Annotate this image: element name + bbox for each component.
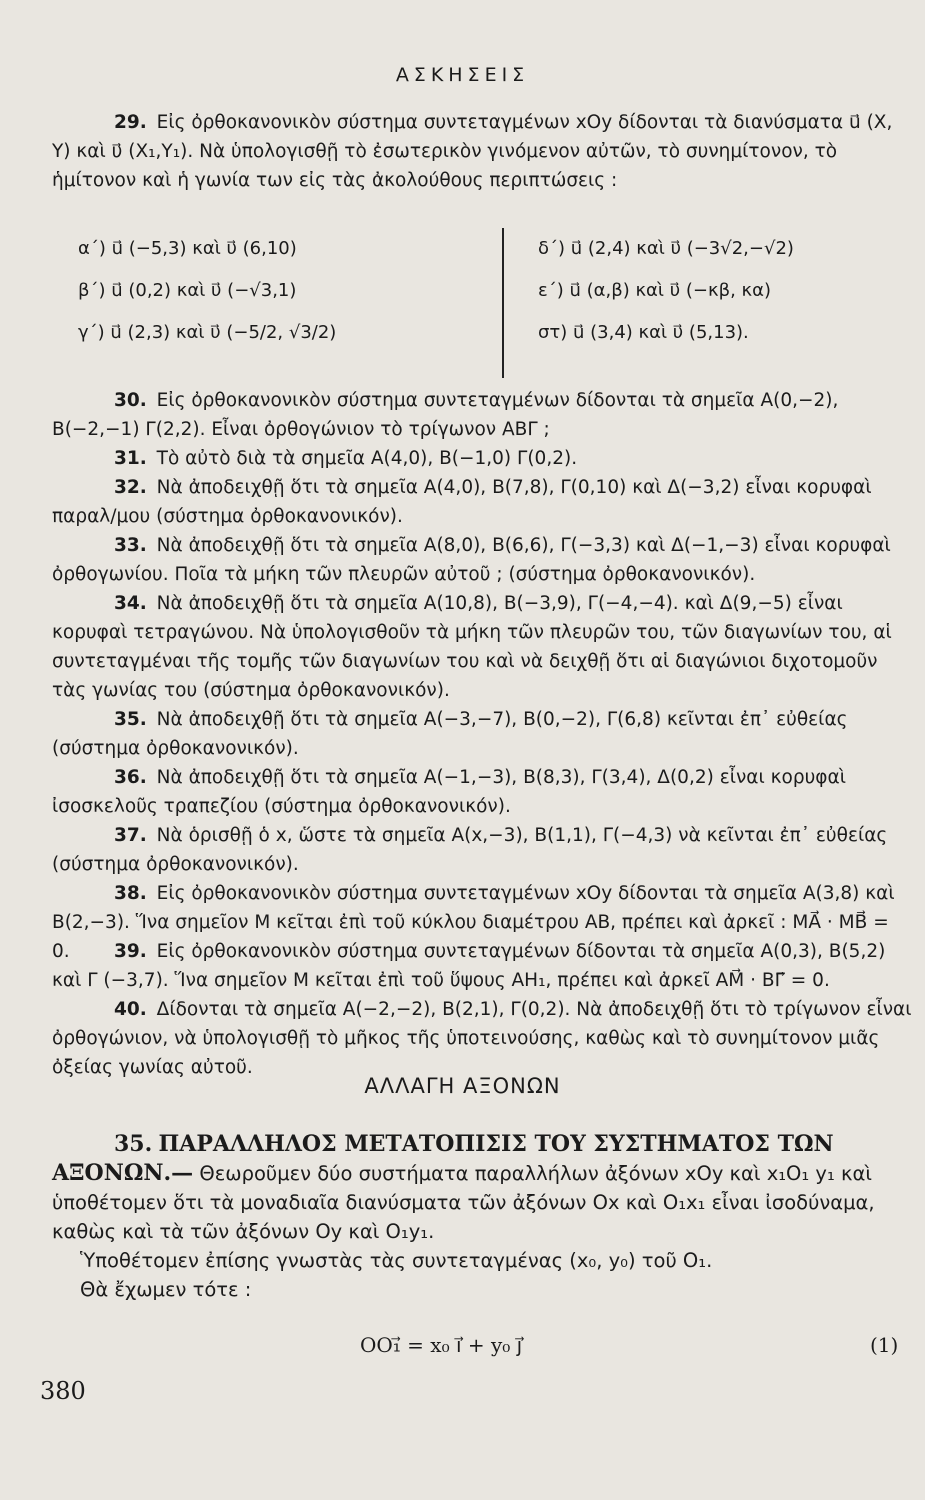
- case-b: β΄) u⃗ (0,2) καὶ υ⃗ (−√3,1): [78, 280, 297, 301]
- page-number: 380: [40, 1377, 86, 1405]
- exercise-text: Νὰ ἀποδειχθῇ ὅτι τὰ σημεῖα A(10,8), B(−3,9), Γ(−4,−4). καὶ Δ(9,−5) εἶναι κορυφαὶ τετραγώνου. Νὰ ὑπολογισθοῦν τὰ μήκη τῶν πλευρῶν του, τῶν διαγωνίων του, αἱ συντεταγμέναι τῆς τομῆς τῶν διαγωνίων του καὶ νὰ δειχθῇ ὅτι αἱ διαγώνιοι διχοτομοῦν τὰς γωνίας του (σύστημα ὀρθοκανονικόν).: [52, 593, 892, 701]
- equation-1: OO₁⃗ = x₀ ı⃗ + y₀ j⃗: [360, 1333, 523, 1357]
- cases-right-column: [538, 228, 878, 354]
- exercise-text: Νὰ ἀποδειχθῇ ὅτι τὰ σημεῖα A(−3,−7), B(0,−2), Γ(6,8) κεῖνται ἐπ᾿ εὐθείας (σύστημα ὀρθοκανονικόν).: [52, 709, 848, 759]
- exercise-text: Νὰ ὁρισθῇ ὁ x, ὥστε τὰ σημεῖα A(x,−3), B(1,1), Γ(−4,3) νὰ κεῖνται ἐπ᾿ εὐθείας (σύστημα ὀρθοκανονικόν).: [52, 825, 888, 875]
- case-e: ε΄) u⃗ (α,β) καὶ υ⃗ (−κβ, κα): [538, 280, 772, 301]
- case-d: δ΄) u⃗ (2,4) καὶ υ⃗ (−3√2,−√2): [538, 238, 794, 259]
- section-35-paragraph-3: Θὰ ἔχωμεν τότε :: [80, 1278, 252, 1301]
- exercise-number: 33.: [114, 535, 147, 556]
- exercise-text: Εἰς ὀρθοκανονικὸν σύστημα συντεταγμένων xOy δίδονται τὰ διανύσματα u⃗ (X, Y) καὶ υ⃗ (X₁,Y₁). Νὰ ὑπολογισθῇ τὸ ἐσωτερικὸν γινόμενον αὐτῶν, τὸ συνημίτονον, τὸ ἡμίτονον καὶ ἡ γωνία των εἰς τὰς ἀκολούθους περιπτώσεις :: [52, 112, 893, 191]
- exercise-35: [52, 705, 912, 763]
- exercise-36: [52, 763, 912, 821]
- exercise-text: Εἰς ὀρθοκανονικὸν σύστημα συντεταγμένων δίδονται τὰ σημεῖα A(0,3), B(5,2) καὶ Γ (−3,7). Ἵνα σημεῖον M κεῖται ἐπὶ τοῦ ὕψους AH₁, πρέπει καὶ ἀρκεῖ AM⃗ · BΓ⃗ = 0.: [52, 941, 886, 991]
- section-35-paragraph-2: Ὑποθέτομεν ἐπίσης γνωστὰς τὰς συντεταγμένας (x₀, y₀) τοῦ O₁.: [80, 1249, 713, 1272]
- section-35-number: 35.: [114, 1131, 153, 1157]
- exercise-text: Εἰς ὀρθοκανονικὸν σύστημα συντεταγμένων δίδονται τὰ σημεῖα A(0,−2), B(−2,−1) Γ(2,2). Εἶναι ὀρθογώνιον τὸ τρίγωνον ΑΒΓ ;: [52, 390, 839, 440]
- exercise-29: [52, 108, 912, 195]
- exercise-32: [52, 473, 912, 531]
- exercise-37: [52, 821, 912, 879]
- exercise-31: [52, 444, 912, 473]
- exercise-number: 35.: [114, 709, 147, 730]
- exercise-number: 38.: [114, 883, 147, 904]
- exercise-text: Δίδονται τὰ σημεῖα A(−2,−2), B(2,1), Γ(0,2). Νὰ ἀποδειχθῇ ὅτι τὸ τρίγωνον εἶναι ὀρθογώνιον, νὰ ὑπολογισθῇ τὸ μῆκος τῆς ὑποτεινούσης, καθὼς καὶ τὸ συνημίτονον μιᾶς ὀξείας γωνίας αὐτοῦ.: [52, 999, 912, 1078]
- case-a: α΄) u⃗ (−5,3) καὶ υ⃗ (6,10): [78, 238, 297, 259]
- section-35-paragraph-1: Θεωροῦμεν δύο συστήματα παραλλήλων ἀξόνων xOy καὶ x₁O₁ y₁ καὶ ὑποθέτομεν ὅτι τὰ μοναδιαῖα διανύσματα τῶν ἀξόνων Ox καὶ O₁x₁ εἶναι ἰσοδύναμα, καθὼς καὶ τὰ τῶν ἀξόνων Oy καὶ O₁y₁.: [52, 1162, 875, 1243]
- column-divider: [502, 228, 504, 378]
- exercise-34: [52, 589, 912, 705]
- exercise-29-cases: [78, 228, 838, 378]
- section-title: ΑΛΛΑΓΗ ΑΞΟΝΩΝ: [364, 1074, 561, 1098]
- exercise-number: 36.: [114, 767, 147, 788]
- exercise-33: [52, 531, 912, 589]
- exercise-number: 39.: [114, 941, 147, 962]
- exercise-text: Εἰς ὀρθοκανονικὸν σύστημα συντεταγμένων xOy δίδονται τὰ σημεῖα A(3,8) καὶ B(2,−3). Ἵνα σημεῖον M κεῖται ἐπὶ τοῦ κύκλου διαμέτρου AB, πρέπει καὶ ἀρκεῖ : MA⃗ · MB⃗ = 0.: [52, 883, 895, 962]
- cases-left-column: [78, 228, 498, 354]
- exercise-number: 40.: [114, 999, 147, 1020]
- exercise-number: 37.: [114, 825, 147, 846]
- section-35: [52, 1130, 912, 1304]
- exercise-text: Νὰ ἀποδειχθῇ ὅτι τὰ σημεῖα A(8,0), B(6,6), Γ(−3,3) καὶ Δ(−1,−3) εἶναι κορυφαὶ ὀρθογωνίου. Ποῖα τὰ μήκη τῶν πλευρῶν αὐτοῦ ; (σύστημα ὀρθοκανονικόν).: [52, 535, 891, 585]
- exercise-number: 29.: [114, 112, 147, 133]
- exercise-39: [52, 937, 912, 995]
- page-header: ΑΣΚΗΣΕΙΣ: [395, 64, 530, 86]
- exercise-number: 32.: [114, 477, 147, 498]
- exercise-number: 34.: [114, 593, 147, 614]
- exercise-text: Νὰ ἀποδειχθῇ ὅτι τὰ σημεῖα A(−1,−3), B(8,3), Γ(3,4), Δ(0,2) εἶναι κορυφαὶ ἰσοσκελοῦς τραπεζίου (σύστημα ὀρθοκανονικόν).: [52, 767, 846, 817]
- exercise-text: Νὰ ἀποδειχθῇ ὅτι τὰ σημεῖα A(4,0), B(7,8), Γ(0,10) καὶ Δ(−3,2) εἶναι κορυφαὶ παραλ/μου (σύστημα ὀρθοκανονικόν).: [52, 477, 872, 527]
- exercise-number: 30.: [114, 390, 147, 411]
- equation-number: (1): [870, 1333, 899, 1357]
- exercise-number: 31.: [114, 448, 147, 469]
- case-f: στ) u⃗ (3,4) καὶ υ⃗ (5,13).: [538, 322, 749, 343]
- exercise-30: [52, 386, 912, 444]
- section-35-title: ΠΑΡΑΛΛΗΛΟΣ ΜΕΤΑΤΟΠΙΣΙΣ ΤΟΥ ΣΥΣΤΗΜΑΤΟΣ ΤΩΝ ΑΞΟΝΩΝ.—: [52, 1131, 834, 1186]
- case-c: γ΄) u⃗ (2,3) καὶ υ⃗ (−5/2, √3/2): [78, 322, 337, 343]
- exercise-40: [52, 995, 912, 1082]
- exercise-text: Τὸ αὐτὸ διὰ τὰ σημεῖα A(4,0), B(−1,0) Γ(0,2).: [156, 448, 578, 469]
